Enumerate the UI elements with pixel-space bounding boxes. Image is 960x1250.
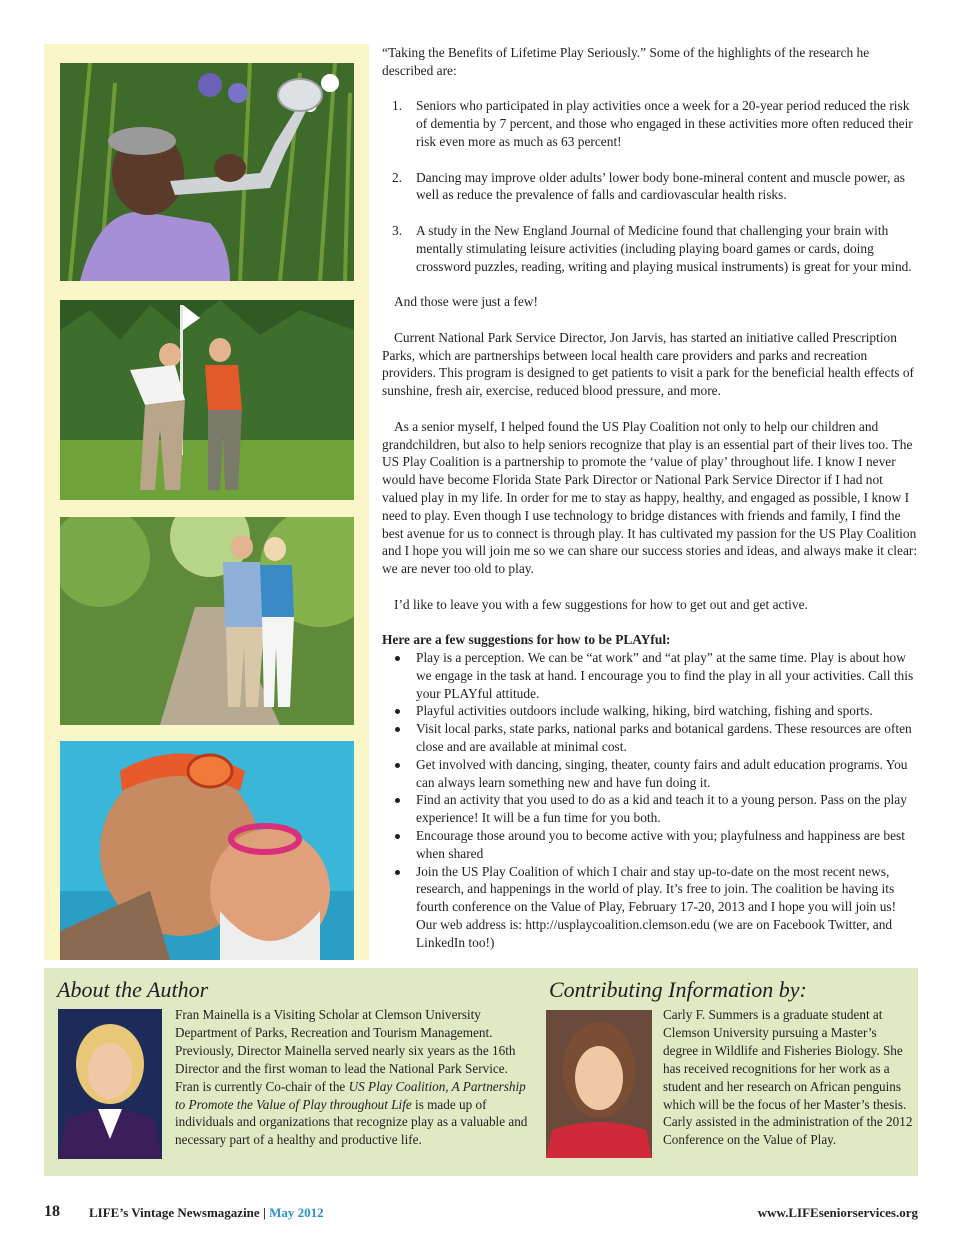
bullet-icon (395, 798, 400, 803)
magazine-name (89, 1205, 324, 1221)
photo-golf-couple (60, 300, 354, 500)
contributing-text: Carly F. Summers is a graduate student at Clemson University pursuing a Master’s degree in Wildlife and Fisheries Biology. She has received recognitions for her work as a student and her research on African penguins which will be the focus of her Master’s thesis. Carly assisted in the administration of the 2012 Conference on the Value of Play. (663, 1007, 913, 1148)
suggestions-list (382, 649, 918, 952)
bullet-icon (395, 834, 400, 839)
article-body (382, 44, 918, 952)
photo-trumpet-player (60, 63, 354, 281)
suggestion-text: Play is a perception. We can be “at work” and “at play” at the same time. Play is about how we engage in the task at hand. I encourage you to find the play in all your activities. Call this your PLAYful attitude. (416, 650, 914, 701)
article-intro: “Taking the Benefits of Lifetime Play Seriously.” Some of the highlights of the research he described are: (382, 45, 870, 78)
paragraph-prescription-parks: Current National Park Service Director, Jon Jarvis, has started an initiative called Prescription Parks, which are partnerships between local health care providers and parks and recreation providers. This program is designed to get patients to visit a park for the beneficial health effects of sunshine, fresh air, exercise, reduced blood pressure, and more. (382, 329, 915, 399)
research-text: A study in the New England Journal of Medicine found that challenging your brain with mentally stimulating leisure activities (including playing board games or cards, doing crossword puzzles, reading, writing and playing musical instruments) is great for your mind. (416, 222, 912, 274)
suggestion-text: Playful activities outdoors include walking, hiking, bird watching, fishing and sports. (416, 703, 873, 719)
suggestion-item (382, 649, 918, 702)
suggestions-heading: Here are a few suggestions for how to be PLAYful: (382, 632, 671, 648)
list-number: 1. (392, 98, 403, 114)
research-item (382, 97, 918, 150)
suggestion-item (382, 791, 918, 827)
about-author-text (175, 1006, 531, 1149)
research-text: Dancing may improve older adults’ lower body bone-mineral content and muscle power, as well as reduce the prevalence of falls and cardiovascular health risks. (416, 169, 905, 203)
suggestion-item (382, 827, 918, 863)
bullet-icon (395, 727, 400, 732)
paragraph-leave: I’d like to leave you with a few suggestions for how to get out and get active. (394, 596, 808, 612)
suggestion-text: Find an activity that you used to do as a kid and teach it to a young person. Pass on the play experience! It will be a fun time for you both. (416, 792, 907, 826)
bullet-icon (395, 656, 400, 661)
page-number: 18 (44, 1203, 60, 1220)
about-author-title: About the Author (57, 977, 209, 1002)
paragraph-senior: As a senior myself, I helped found the US Play Coalition not only to help our children and grandchildren, but also to help seniors recognize that play is an essential part of their lives too. The US Play Coalition is a partnership to promote the ‘value of play’ throughout life. I know I never would have become Florida State Park Director or National Park Service Director if I had not valued play in my life. In order for me to stay as happy, healthy, and engaged as possible, I know I need to play. Even though I use technology to bridge distances with friends and family, I find the best avenue for us to connect is through play. It has cultivated my passion for the US Play Coalition and I hope you will join me so we can share our success stories and ideas, and always make it clear: we are never too old to play. (382, 418, 918, 577)
suggestion-item (382, 702, 918, 720)
contributor-portrait (546, 1010, 652, 1158)
bullet-icon (395, 870, 400, 875)
page-footer (44, 1203, 918, 1225)
suggestion-item (382, 720, 918, 756)
website-link[interactable]: www.LIFEseniorservices.org (757, 1205, 918, 1220)
suggestion-text: Encourage those around you to become active with you; playfulness and happiness are best when shared (416, 828, 905, 861)
author-info-box (44, 968, 918, 1176)
paragraph-few: And those were just a few! (394, 294, 538, 310)
magazine-title: LIFE’s Vintage Newsmagazine (89, 1205, 260, 1220)
research-item (382, 222, 918, 275)
research-list (382, 97, 918, 275)
suggestion-text: Get involved with dancing, singing, theater, county fairs and adult education programs. You can always learn something new and have fun doing it. (416, 756, 908, 790)
photo-walking-couple (60, 517, 354, 725)
bullet-icon (395, 763, 400, 768)
author-portrait (58, 1009, 162, 1159)
suggestion-item (382, 863, 918, 952)
coalition-name: US Play Coalition, A Partnership to Promote the Value of Play throughout Life (175, 1078, 526, 1112)
list-number: 2. (392, 169, 403, 185)
research-text: Seniors who participated in play activities once a week for a 20-year period reduced the risk of dementia by 7 percent, and those who engaged in these activities more often reduced their risk even more as much as 63 percent! (416, 98, 913, 149)
list-number: 3. (392, 222, 403, 238)
issue-date: May 2012 (269, 1205, 324, 1220)
photo-swimming-couple (60, 741, 354, 960)
suggestion-text: Visit local parks, state parks, national parks and botanical gardens. These resources are often close and are available at minimal cost. (416, 721, 912, 755)
about-text-part: is made up of individuals and organizations that recognize play as a valuable and necessary part of a healthy and productive life. (175, 1096, 528, 1148)
contributing-title: Contributing Information by: (549, 977, 807, 1002)
suggestion-item (382, 756, 918, 792)
photo-column (44, 44, 369, 960)
about-text-part: Fran Mainella is a Visiting Scholar at Clemson University Department of Parks, Recreation and Tourism Management. Previously, Director Mainella served nearly six years as the 16th Director and the first woman to lead the National Park Service. Fran is currently Co-chair of the (175, 1007, 516, 1094)
suggestion-text: Join the US Play Coalition of which I chair and stay up-to-date on the most recent news, research, and happenings in the world of play. It’s free to join. The coalition be having its fourth conference on the Value of Play, February 17-20, 2013 and I hope you will join us! Our web address is: http://usplaycoalition.clemson.edu (we are on Facebook Twitter, and LinkedIn too!) (416, 863, 897, 950)
bullet-icon (395, 709, 400, 714)
separator: | (259, 1205, 270, 1220)
research-item (382, 169, 918, 205)
